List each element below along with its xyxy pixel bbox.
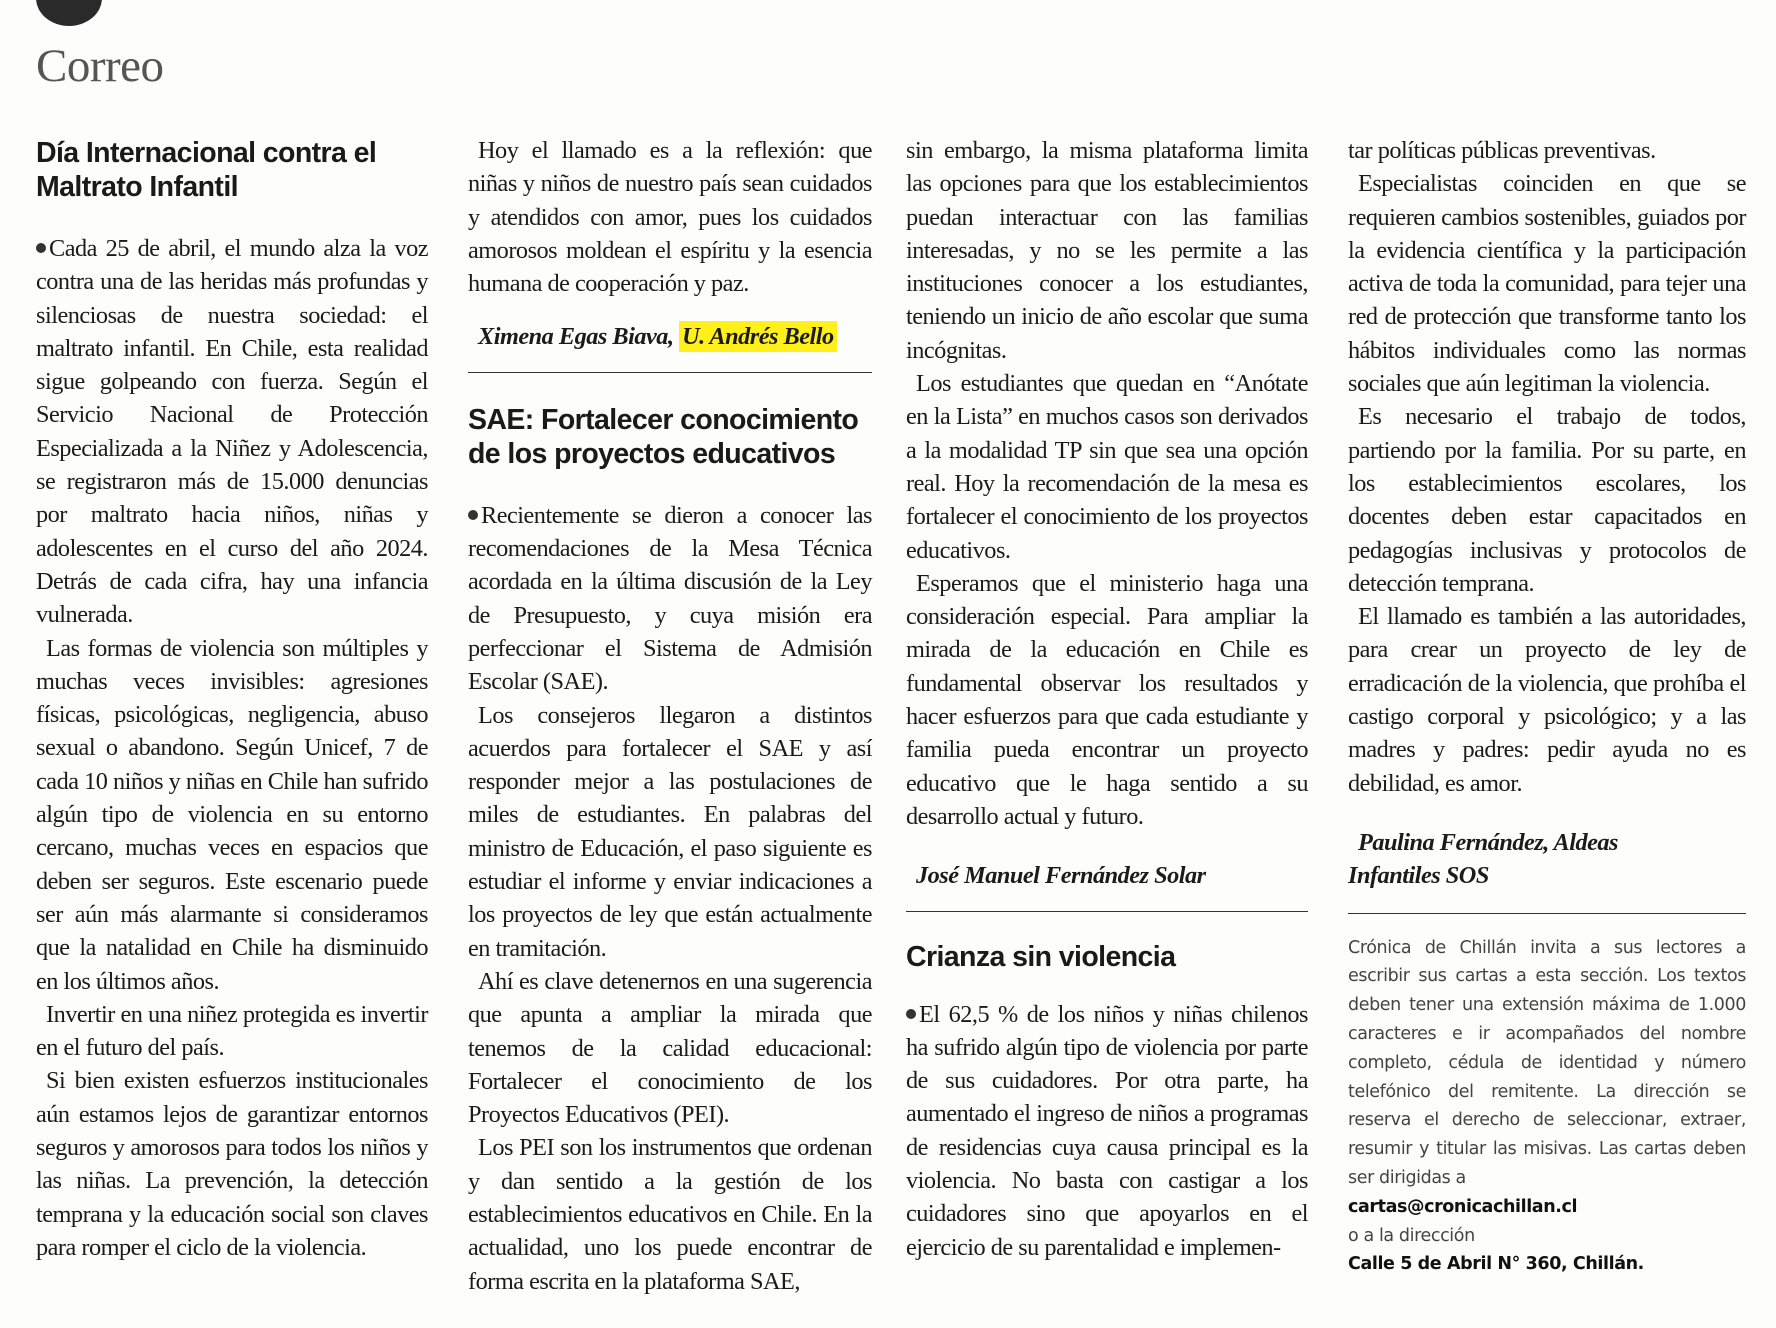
letter-column-3	[906, 134, 1308, 1264]
letter-2-paragraph: Recientemente se dieron a conocer las recomendaciones de la Mesa Técnica acordada en la última discusión de la Ley de Presupuesto, y cuya misión era perfeccionar el Sistema de Admisión Escolar (SAE).	[468, 501, 872, 696]
submission-email[interactable]: cartas@cronicachillan.cl	[1348, 1196, 1578, 1217]
newspaper-logo	[36, 0, 102, 26]
letter-3-paragraph: Especialistas coinciden en que se requieren cambios sostenibles, guiados por la evidencia científica y la participación activa de toda la comunidad, para tejer una red de protección que transforme tanto los hábitos individuales como las normas sociales que aún legitiman la violencia.	[1348, 170, 1746, 398]
submission-info	[1348, 934, 1746, 1280]
letter-1-paragraph: Invertir en una niñez protegida es invertir en el futuro del país.	[36, 1000, 428, 1062]
letter-column-1	[36, 120, 428, 1264]
letter-3-paragraph: Es necesario el trabajo de todos, partiendo por la familia. Por su parte, en los establecimientos escolares, los docentes deben estar capacitados en pedagogías inclusivas y protocolos de detección temprana.	[1348, 403, 1746, 597]
letter-1-headline: Día Internacional contra el Maltrato Infantil	[36, 137, 377, 203]
letter-2-paragraph: Los consejeros llegaron a distintos acuerdos para fortalecer el SAE y así responder mejor a las postulaciones de miles de estudiantes. En palabras del ministro de Educación, el paso siguiente es estudiar el informe y enviar indicaciones a los proyectos de ley que están actualmente en tramitación.	[468, 701, 872, 962]
letter-2-paragraph: Los PEI son los instrumentos que ordenan y dan sentido a la gestión de los establecimientos educativos en Chile. En la actualidad, uno los puede encontrar de forma escrita en la plataforma SAE,	[468, 1134, 872, 1295]
letter-2-paragraph: sin embargo, la misma plataforma limita las opciones para que los establecimientos puedan interactuar con las familias interesadas, y no se les permite a las instituciones conocer a los estudiantes, teniendo un inicio de año escolar que suma incógnitas.	[906, 137, 1308, 364]
section-title: Correo	[36, 40, 164, 92]
bullet-icon	[36, 243, 46, 253]
letter-column-4	[1348, 134, 1746, 1279]
letter-2-paragraph: Esperamos que el ministerio haga una consideración especial. Para ampliar la mirada de la educación en Chile es fundamental observar los resultados y hacer esfuerzos para que cada estudiante y familia pueda encontrar un proyecto educativo que le haga sentido a su desarrollo actual y futuro.	[906, 569, 1308, 830]
letter-1-signature	[468, 320, 872, 353]
letter-column-2	[468, 134, 872, 1298]
letter-1-paragraph: Hoy el llamado es a la reflexión: que niñas y niños de nuestro país sean cuidados y atendidos con amor, pues los cuidados amorosos moldean el espíritu y la esencia humana de cooperación y paz.	[468, 137, 872, 298]
letter-3-paragraph: El llamado es también a las autoridades, para crear un proyecto de ley de erradicación de la violencia, que prohíba el castigo corporal y psicológico; y a las madres y padres: pedir ayuda no es debilidad, es amor.	[1348, 603, 1746, 797]
letter-3-paragraph: El 62,5 % de los niños y niñas chilenos ha sufrido algún tipo de violencia por parte de sus cuidadores. Por otra parte, ha aumentado el ingreso de niños a programas de residencias cuya causa principal es la violencia. No basta con castigar a los cuidadores sino que apoyarlos en el ejercicio de su parentalidad e implemen-	[906, 1000, 1308, 1261]
letter-1-affiliation: U. Andrés Bello	[679, 321, 837, 352]
letter-3-signature: Paulina Fernández, Aldeas Infantiles SOS	[1348, 828, 1618, 890]
letter-2-headline: SAE: Fortalecer conocimiento de los proyectos educativos	[468, 403, 859, 470]
letter-2-signature: José Manuel Fernández Solar	[916, 862, 1206, 890]
submission-address: Calle 5 de Abril N° 360, Chillán.	[1348, 1254, 1644, 1275]
letter-2-paragraph: Los estudiantes que quedan en “Anótate en la Lista” en muchos casos son derivados a la modalidad TP sin que sea una opción real. Hoy la recomendación de la mesa es fortalecer el conocimiento de los proyectos educativos.	[906, 370, 1308, 564]
letter-1-paragraph: Si bien existen esfuerzos institucionales aún estamos lejos de garantizar entornos seguros y amorosos para todos los niños y las niñas. La prevención, la detección temprana y la educación social son claves para romper el ciclo de la violencia.	[36, 1067, 428, 1261]
letter-1-paragraph: Las formas de violencia son múltiples y muchas veces invisibles: agresiones físicas, psicológicas, negligencia, abuso sexual o abandono. Según Unicef, 7 de cada 10 niños y niñas en Chile han sufrido algún tipo de violencia en su entorno cercano, muchas veces en espacios que deben ser seguros. Este escenario puede ser aún más alarmante si consideramos que la natalidad en Chile ha disminuido en los últimos años.	[36, 634, 428, 995]
letter-3-headline: Crianza sin violencia	[906, 940, 1176, 973]
letter-1-paragraph: Cada 25 de abril, el mundo alza la voz contra una de las heridas más profundas y silenciosas de nuestra sociedad: el maltrato infantil. En Chile, esta realidad sigue golpeando con fuerza. Según el Servicio Nacional de Protección Especializada a la Niñez y Adolescencia, se registraron más de 15.000 denuncias por maltrato hacia niños, niñas y adolescentes en el curso del año 2024. Detrás de cada cifra, hay una infancia vulnerada.	[36, 235, 428, 629]
bullet-icon	[906, 1009, 916, 1019]
submission-info-text: Crónica de Chillán invita a sus lectores a escribir sus cartas a esta sección. Los textos deben tener una extensión máxima de 1.000 caracteres e ir acompañados del nombre completo, cédula de identidad y número telefónico del remitente. La dirección se reserva el derecho de seleccionar, extraer, resumir y titular las misivas. Las cartas deben ser dirigidas a	[1348, 937, 1746, 1188]
letter-2-paragraph: Ahí es clave detenernos en una sugerencia que apunta a ampliar la mirada que tenemos de la calidad educacional: Fortalecer el conocimiento de los Proyectos Educativos (PEI).	[468, 967, 872, 1129]
submission-or-line: o a la dirección	[1348, 1225, 1475, 1246]
bullet-icon	[468, 510, 478, 520]
letter-1-author: Ximena Egas Biava,	[478, 323, 674, 351]
letter-3-paragraph: tar políticas públicas preventivas.	[1348, 137, 1656, 164]
